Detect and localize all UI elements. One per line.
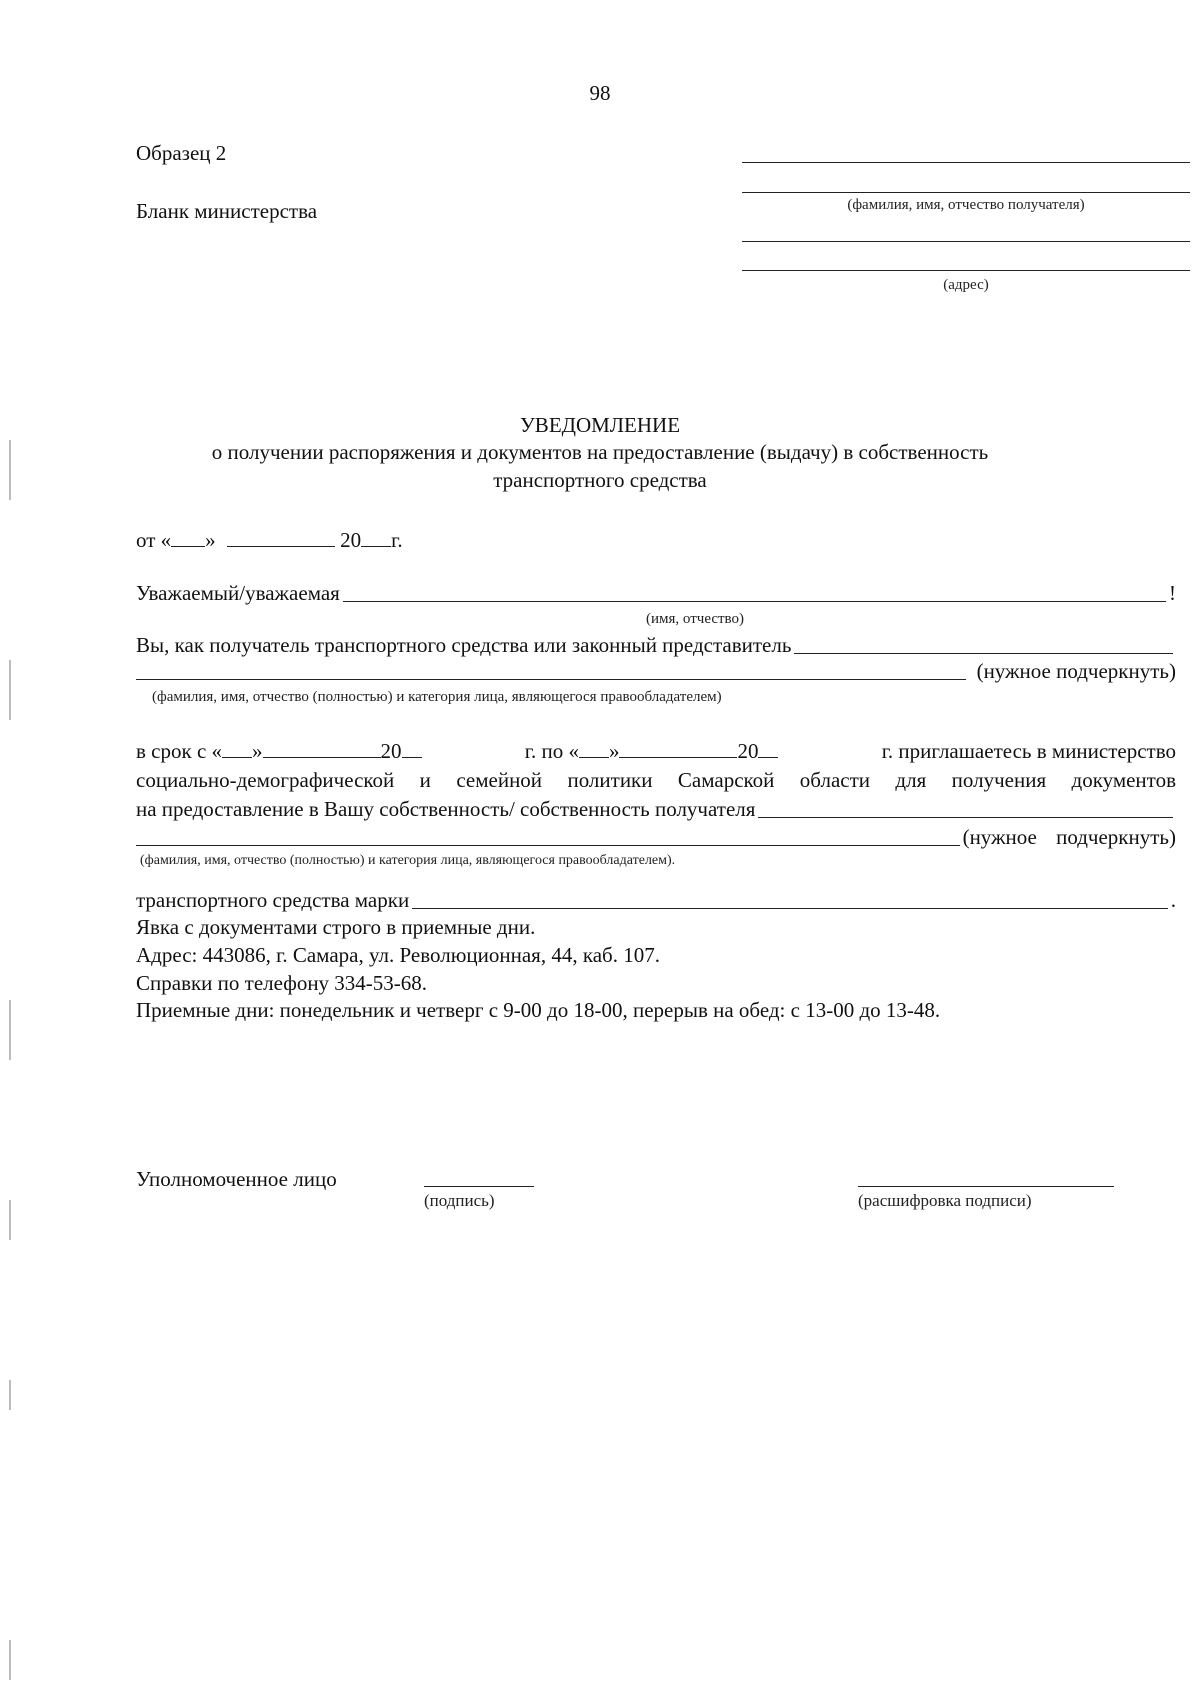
greeting-caption: (имя, отчество) <box>646 611 745 627</box>
invite-line3 <box>136 796 1176 822</box>
scan-margin-mark <box>9 1640 11 1680</box>
page-number: 98 <box>589 81 611 105</box>
authorized-person-label: Уполномоченное лицо <box>136 1167 337 1191</box>
recipient-underline-note: (нужное подчеркнуть) <box>976 659 1176 683</box>
day-blank <box>171 528 205 547</box>
invite-text: г. приглашаетесь в министерство <box>881 739 1176 763</box>
vehicle-brand-line <box>136 887 1176 913</box>
invite-caption: (фамилия, имя, отчество (полностью) и категория лица, являющегося правообладателем). <box>140 853 676 868</box>
greeting-exclamation: ! <box>1169 581 1176 605</box>
recipient-text: Вы, как получатель транспортного средства или законный представитель <box>136 633 792 657</box>
period-start: в срок с « » 20 <box>136 738 422 764</box>
document-subtitle-line1: о получении распоряжения и документов на предоставление (выдачу) в собственность <box>211 440 989 464</box>
document-heading: УВЕДОМЛЕНИЕ <box>519 413 681 437</box>
reception-days: Приемные дни: понедельник и четверг с 9-00 до 18-00, перерыв на обед: с 13-00 до 13-48. <box>136 998 941 1022</box>
vehicle-brand-label: транспортного средства марки <box>136 888 410 912</box>
scan-margin-mark <box>9 1000 11 1060</box>
year-prefix: 20 <box>340 528 362 552</box>
signature-decode-caption: (расшифровка подписи) <box>858 1191 1032 1210</box>
recipient-line2 <box>136 658 1176 684</box>
vehicle-brand-blank <box>412 888 1168 909</box>
scan-margin-mark <box>9 1380 11 1410</box>
recipient-line1 <box>136 632 1176 658</box>
invite-line1 <box>136 738 1176 764</box>
recipient-name-caption: (фамилия, имя, отчество получателя) <box>847 197 1085 213</box>
start-day-blank <box>222 739 252 758</box>
ownership-recipient-blank <box>758 797 1173 818</box>
recipient-address-caption: (адрес) <box>943 277 989 293</box>
scan-margin-mark <box>9 660 11 720</box>
invite-underline-note: (нужное подчеркнуть) <box>962 825 1176 849</box>
greeting-label: Уважаемый/уважаемая <box>136 581 340 605</box>
invite-line4 <box>136 824 1176 850</box>
period-to: г. по « » 20 <box>525 738 779 764</box>
date-prefix: от « <box>136 528 172 552</box>
document-subtitle-line2: транспортного средства <box>493 468 707 492</box>
start-month-blank <box>263 739 381 758</box>
invite-line2: социально-демографической и семейной политики Самарской области для получения документов <box>136 768 1176 792</box>
greeting-line <box>136 580 1176 606</box>
signature-line <box>424 1186 534 1187</box>
recipient-name-line <box>742 162 1190 163</box>
date-quote-close: » <box>205 528 216 552</box>
ministry-blank-label: Бланк министерства <box>136 199 318 223</box>
representative-blank <box>794 633 1173 654</box>
end-day-blank <box>579 739 609 758</box>
date-line <box>136 527 403 553</box>
end-year-blank <box>758 739 778 758</box>
recipient-name-line <box>742 192 1190 193</box>
ownership-rightholder-blank <box>136 825 960 846</box>
rightholder-blank <box>136 659 966 680</box>
sample-label: Образец 2 <box>136 141 227 165</box>
year-blank <box>361 528 391 547</box>
recipient-address-line <box>742 241 1190 242</box>
start-year-blank <box>402 739 422 758</box>
greeting-name-blank <box>343 581 1166 602</box>
recipient-caption: (фамилия, имя, отчество (полностью) и категория лица, являющегося правообладателем) <box>152 689 722 705</box>
date-suffix: г. <box>391 528 403 552</box>
phone-info: Справки по телефону 334-53-68. <box>136 971 428 995</box>
invite-ownership-text: на предоставление в Вашу собственность/ собственность получателя <box>136 797 756 821</box>
signature-decode-line <box>858 1186 1114 1187</box>
end-month-blank <box>619 739 737 758</box>
vehicle-brand-period: . <box>1170 888 1176 912</box>
month-blank <box>227 528 335 547</box>
office-address: Адрес: 443086, г. Самара, ул. Революционная, 44, каб. 107. <box>136 943 660 967</box>
recipient-address-line <box>742 270 1190 271</box>
attendance-note: Явка с документами строго в приемные дни. <box>136 915 536 939</box>
scan-margin-mark <box>9 1200 11 1240</box>
signature-caption: (подпись) <box>424 1191 495 1210</box>
